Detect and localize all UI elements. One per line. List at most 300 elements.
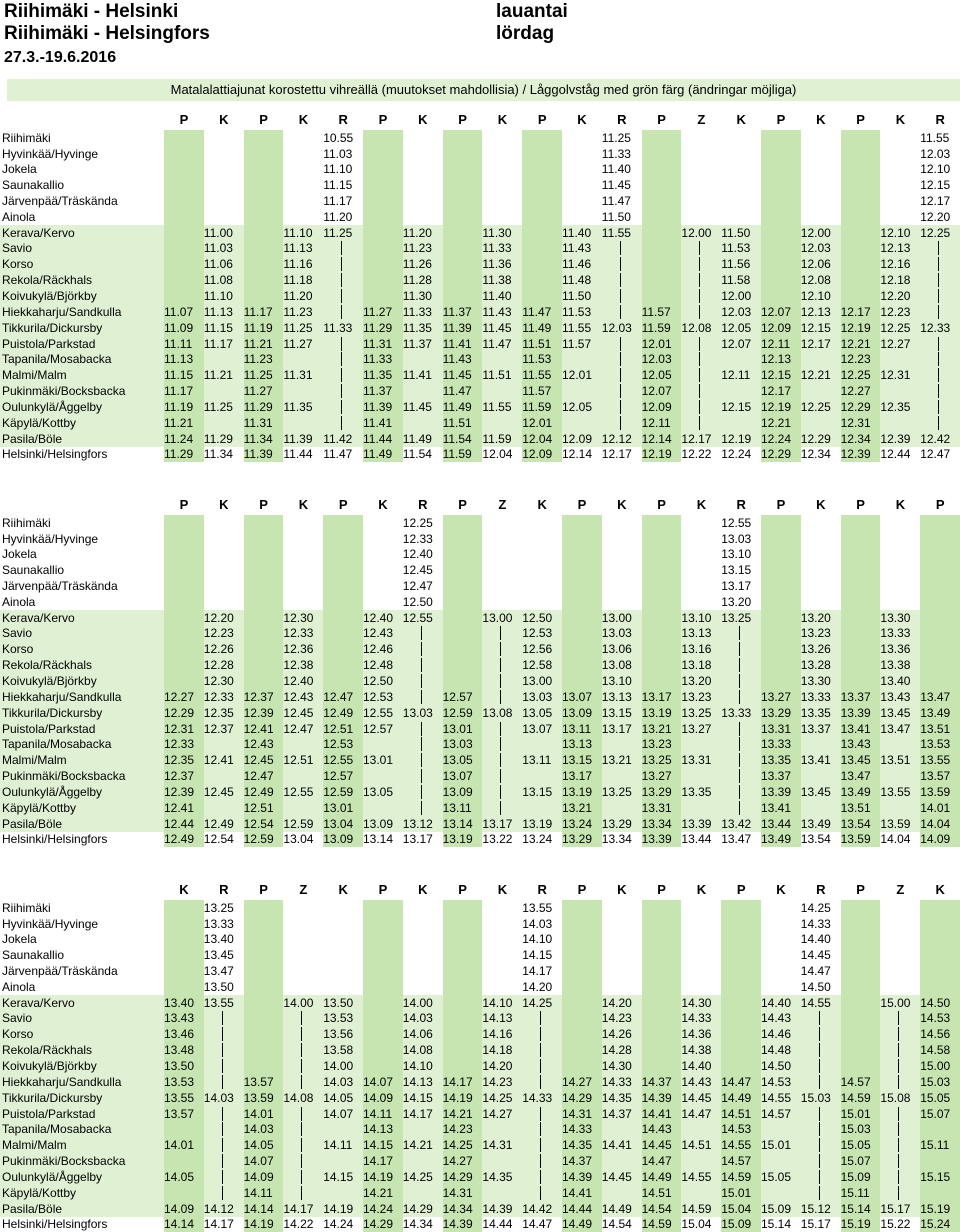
departure-time-lowfloor (761, 256, 801, 272)
departure-time-lowfloor: 13.17 (642, 689, 682, 705)
departure-time: 15.04 (681, 1217, 712, 1232)
departure-time: 12.17 (601, 447, 632, 462)
departure-time: 14.27 (482, 1106, 513, 1121)
departure-time-lowfloor: 13.37 (841, 689, 881, 705)
departure-time-lowfloor: 11.34 (244, 431, 284, 447)
departure-time-lowfloor: 13.31 (761, 721, 801, 737)
departure-time: 11.37 (402, 336, 432, 351)
departure-time-lowfloor (761, 161, 801, 177)
departure-time-lowfloor: 12.55 (323, 752, 363, 768)
pass-through-mark (301, 1075, 302, 1089)
departure-time: 11.20 (402, 225, 432, 240)
pass-through-mark (620, 368, 621, 382)
departure-time-lowfloor: 14.29 (443, 1169, 483, 1185)
departure-time: 13.08 (482, 705, 513, 720)
departure-time-lowfloor (443, 673, 483, 689)
departure-time: 14.45 (601, 1169, 632, 1184)
departure-time: 11.43 (482, 304, 512, 319)
departure-time-lowfloor (920, 979, 960, 995)
departure-time-lowfloor (841, 657, 881, 673)
train-letter: R (537, 882, 547, 897)
pass-through-mark (699, 273, 700, 287)
departure-time-lowfloor (164, 610, 204, 626)
station-name: Koivukylä/Björkby (2, 289, 97, 303)
departure-time: 12.05 (562, 399, 593, 414)
train-letter: R (816, 882, 826, 897)
pass-through-mark (819, 1027, 820, 1041)
pass-through-mark (301, 1027, 302, 1041)
departure-time-lowfloor: 13.31 (642, 800, 682, 816)
departure-time: 11.45 (601, 178, 631, 193)
departure-time-lowfloor: 12.24 (761, 431, 801, 447)
departure-time-lowfloor: 14.53 (920, 1010, 960, 1026)
departure-time-lowfloor: 11.27 (363, 304, 403, 320)
departure-time-lowfloor: 12.49 (164, 831, 204, 847)
train-letter: K (298, 112, 309, 127)
departure-time-lowfloor (443, 1042, 483, 1058)
departure-time-lowfloor (920, 610, 960, 626)
departure-time-lowfloor (323, 578, 363, 594)
departure-time: 13.13 (601, 689, 632, 704)
departure-time-lowfloor (562, 1058, 602, 1074)
departure-time: 12.55 (363, 705, 394, 720)
departure-time-lowfloor: 12.07 (642, 383, 682, 399)
departure-time: 12.14 (562, 447, 593, 462)
departure-time-lowfloor: 14.17 (443, 1074, 483, 1090)
departure-time-lowfloor: 15.14 (841, 1201, 881, 1217)
table-row (0, 415, 960, 431)
departure-time: 14.47 (522, 1217, 553, 1232)
departure-time-lowfloor (443, 594, 483, 610)
departure-time: 12.12 (601, 431, 632, 446)
pass-through-mark (421, 769, 422, 783)
departure-time: 15.08 (880, 1090, 911, 1105)
departure-time-lowfloor: 14.47 (642, 1153, 682, 1169)
departure-time-lowfloor: 12.35 (164, 752, 204, 768)
train-letter: P (776, 112, 786, 127)
departure-time-lowfloor: 14.57 (841, 1074, 881, 1090)
departure-time: 11.17 (203, 336, 233, 351)
departure-time-lowfloor (562, 610, 602, 626)
departure-time-lowfloor: 14.19 (244, 1216, 284, 1232)
departure-time: 14.06 (402, 1027, 433, 1042)
departure-time: 13.04 (283, 832, 314, 847)
departure-time-lowfloor (761, 209, 801, 225)
pass-through-mark (819, 1075, 820, 1089)
pass-through-mark (819, 1011, 820, 1025)
pass-through-mark (620, 241, 621, 255)
train-letter: P (577, 497, 587, 512)
departure-time: 12.43 (283, 689, 314, 704)
departure-time: 12.00 (721, 289, 752, 303)
station-name: Savio (2, 626, 33, 641)
departure-time: 14.12 (203, 1201, 234, 1216)
pass-through-mark (540, 1138, 541, 1152)
train-letter: R (935, 112, 945, 127)
departure-time-lowfloor (164, 193, 204, 209)
table-row (0, 673, 960, 689)
departure-time: 13.18 (681, 658, 712, 673)
departure-time-lowfloor (562, 641, 602, 657)
departure-time: 13.33 (721, 705, 752, 720)
departure-time-lowfloor (841, 130, 881, 146)
departure-time-lowfloor (443, 209, 483, 225)
pass-through-mark (739, 674, 740, 688)
departure-time: 11.17 (323, 193, 353, 208)
departure-time: 14.40 (800, 932, 831, 947)
departure-time-lowfloor: 13.57 (920, 768, 960, 784)
pass-through-mark (222, 1027, 223, 1041)
pass-through-mark (500, 737, 501, 751)
station-name: Puistola/Parkstad (2, 336, 96, 351)
pass-through-mark (739, 722, 740, 736)
departure-time-lowfloor (761, 610, 801, 626)
departure-time-lowfloor: 13.19 (562, 784, 602, 800)
departure-time-lowfloor: 13.11 (562, 721, 602, 737)
pass-through-mark (500, 674, 501, 688)
pass-through-mark (699, 305, 700, 319)
departure-time: 15.14 (761, 1217, 792, 1232)
departure-time-lowfloor (721, 947, 761, 963)
departure-time: 12.26 (203, 642, 234, 657)
departure-time: 13.56 (323, 1027, 354, 1042)
departure-time-lowfloor (841, 1010, 881, 1026)
departure-time-lowfloor (164, 146, 204, 162)
departure-time-lowfloor (363, 209, 403, 225)
station-name: Hiekkaharju/Sandkulla (2, 1074, 122, 1089)
departure-time-lowfloor (562, 979, 602, 995)
departure-time: 11.29 (203, 431, 233, 446)
departure-time-lowfloor (920, 531, 960, 547)
table-row (0, 177, 960, 193)
station-name: Kerava/Kervo (2, 225, 75, 240)
departure-time: 11.49 (402, 431, 432, 446)
departure-time-lowfloor: 15.09 (841, 1169, 881, 1185)
departure-time-lowfloor (522, 256, 562, 272)
departure-time-lowfloor: 11.11 (164, 336, 204, 352)
departure-time: 12.17 (800, 336, 831, 351)
station-name: Jokela (2, 932, 37, 947)
departure-time: 14.10 (482, 995, 513, 1010)
departure-time-lowfloor (761, 272, 801, 288)
departure-time: 12.20 (920, 209, 951, 224)
departure-time: 11.21 (203, 368, 233, 383)
departure-time-lowfloor: 13.57 (244, 1074, 284, 1090)
departure-time-lowfloor: 11.41 (363, 415, 403, 431)
table-row (0, 288, 960, 304)
departure-time-lowfloor (841, 995, 881, 1011)
departure-time-lowfloor (642, 209, 682, 225)
departure-time-lowfloor: 13.53 (920, 736, 960, 752)
departure-time-lowfloor (642, 578, 682, 594)
pass-through-mark (421, 737, 422, 751)
table-row (0, 1010, 960, 1026)
departure-time-lowfloor (642, 995, 682, 1011)
station-name: Järvenpää/Träskända (2, 963, 118, 978)
departure-time-lowfloor (244, 240, 284, 256)
departure-time-lowfloor: 12.01 (642, 336, 682, 352)
departure-time-lowfloor: 14.49 (721, 1090, 761, 1106)
pass-through-mark (301, 1138, 302, 1152)
departure-time-lowfloor: 13.55 (920, 752, 960, 768)
train-letter: K (378, 497, 388, 512)
departure-time-lowfloor: 12.27 (164, 689, 204, 705)
pass-through-mark (620, 289, 621, 303)
table-row (0, 816, 960, 832)
train-letter: Z (299, 882, 308, 897)
departure-time-lowfloor: 13.33 (761, 736, 801, 752)
departure-time: 13.41 (800, 753, 831, 768)
departure-time: 11.34 (203, 447, 233, 462)
table-row (0, 1121, 960, 1137)
departure-time-lowfloor: 11.37 (443, 304, 483, 320)
departure-time-lowfloor (443, 225, 483, 241)
train-letter: P (776, 497, 786, 512)
departure-time: 14.03 (522, 916, 553, 931)
departure-time-lowfloor: 14.37 (642, 1074, 682, 1090)
departure-time: 11.10 (283, 225, 313, 240)
station-name: Pukinmäki/Bocksbacka (2, 384, 126, 399)
departure-time: 12.41 (203, 753, 234, 768)
departure-time-lowfloor (841, 963, 881, 979)
departure-time: 14.55 (761, 1090, 792, 1105)
departure-time: 13.05 (522, 705, 553, 720)
departure-time-lowfloor (363, 1042, 403, 1058)
train-letter: P (577, 882, 587, 897)
departure-time-lowfloor: 13.14 (443, 816, 483, 832)
pass-through-mark (739, 769, 740, 783)
station-name: Tikkurila/Dickursby (2, 320, 103, 335)
pass-through-mark (739, 626, 740, 640)
table-row (0, 594, 960, 610)
departure-time-lowfloor (642, 610, 682, 626)
pass-through-mark (739, 658, 740, 672)
departure-time: 11.33 (601, 146, 631, 161)
departure-time: 14.19 (323, 1201, 354, 1216)
departure-time-lowfloor (363, 900, 403, 916)
train-letter: R (736, 497, 746, 512)
departure-time: 14.59 (681, 1201, 712, 1216)
departure-time: 14.55 (800, 995, 831, 1010)
pass-through-mark (500, 801, 501, 815)
departure-time-lowfloor (164, 641, 204, 657)
pass-through-mark (898, 1138, 899, 1152)
pass-through-mark (341, 241, 342, 255)
departure-time-lowfloor (841, 900, 881, 916)
train-letter: P (657, 112, 666, 127)
departure-time-lowfloor: 14.59 (642, 1216, 682, 1232)
departure-time: 11.42 (323, 431, 353, 446)
table-row (0, 1106, 960, 1122)
departure-time: 12.05 (721, 320, 752, 335)
departure-time: 13.55 (203, 995, 234, 1010)
departure-time: 14.07 (323, 1106, 354, 1121)
pass-through-mark (222, 1122, 223, 1136)
departure-time-lowfloor (244, 1058, 284, 1074)
pass-through-mark (222, 1075, 223, 1089)
departure-time: 12.07 (721, 336, 752, 351)
departure-time-lowfloor: 14.03 (244, 1121, 284, 1137)
departure-time-lowfloor (323, 515, 363, 531)
departure-time-lowfloor (363, 931, 403, 947)
pass-through-mark (938, 368, 939, 382)
departure-time-lowfloor (642, 177, 682, 193)
table-row (0, 625, 960, 641)
departure-time-lowfloor (363, 193, 403, 209)
departure-time-lowfloor (522, 130, 562, 146)
departure-time: 11.20 (283, 289, 313, 303)
table-row (0, 1153, 960, 1169)
departure-time: 11.35 (283, 399, 313, 414)
departure-time-lowfloor: 11.19 (164, 399, 204, 415)
departure-time-lowfloor (522, 193, 562, 209)
departure-time-lowfloor (761, 594, 801, 610)
departure-time-lowfloor: 12.11 (761, 336, 801, 352)
departure-time: 13.13 (681, 626, 712, 641)
pass-through-mark (421, 785, 422, 799)
departure-time-lowfloor: 14.01 (164, 1137, 204, 1153)
train-letter: P (856, 882, 865, 897)
pass-through-mark (699, 289, 700, 303)
pass-through-mark (500, 785, 501, 799)
departure-time-lowfloor (761, 130, 801, 146)
departure-time-lowfloor (363, 288, 403, 304)
departure-time: 15.17 (800, 1217, 831, 1232)
departure-time: 12.58 (522, 658, 553, 673)
departure-time-lowfloor: 14.21 (363, 1185, 403, 1201)
departure-time-lowfloor (323, 562, 363, 578)
departure-time: 11.36 (482, 257, 512, 272)
pass-through-mark (898, 1043, 899, 1057)
departure-time-lowfloor (443, 1026, 483, 1042)
departure-time: 12.49 (203, 816, 234, 831)
departure-time-lowfloor: 11.37 (363, 383, 403, 399)
station-name: Saunakallio (2, 178, 65, 193)
pass-through-mark (699, 352, 700, 366)
departure-time-lowfloor (244, 130, 284, 146)
departure-time-lowfloor: 12.09 (642, 399, 682, 415)
departure-time-lowfloor (164, 947, 204, 963)
departure-time-lowfloor: 13.54 (841, 816, 881, 832)
departure-time-lowfloor: 13.03 (443, 736, 483, 752)
table-row (0, 446, 960, 462)
departure-time: 14.47 (681, 1106, 712, 1121)
departure-time-lowfloor: 14.54 (642, 1201, 682, 1217)
departure-time: 13.54 (800, 832, 831, 847)
departure-time-lowfloor: 13.13 (562, 736, 602, 752)
departure-time: 11.41 (402, 368, 432, 383)
departure-time-lowfloor: 11.09 (164, 320, 204, 336)
departure-time-lowfloor (443, 288, 483, 304)
departure-time: 13.55 (522, 901, 553, 915)
departure-time-lowfloor (920, 931, 960, 947)
departure-time-lowfloor: 13.48 (164, 1042, 204, 1058)
departure-time-lowfloor (642, 146, 682, 162)
departure-time-lowfloor (721, 995, 761, 1011)
departure-time-lowfloor (562, 625, 602, 641)
departure-time-lowfloor (642, 1026, 682, 1042)
departure-time-lowfloor (443, 272, 483, 288)
table-row (0, 240, 960, 256)
train-letter: K (895, 112, 906, 127)
departure-time-lowfloor: 12.41 (164, 800, 204, 816)
departure-time-lowfloor: 12.47 (244, 768, 284, 784)
departure-time: 12.17 (920, 193, 951, 208)
departure-time-lowfloor: 12.39 (164, 784, 204, 800)
pass-through-mark (739, 642, 740, 656)
table-row (0, 367, 960, 383)
departure-time: 13.42 (721, 816, 752, 831)
departure-time-lowfloor: 14.11 (244, 1185, 284, 1201)
departure-time: 11.50 (562, 289, 592, 303)
departure-time-lowfloor (443, 562, 483, 578)
departure-time: 15.03 (800, 1090, 831, 1105)
departure-time-lowfloor (244, 578, 284, 594)
departure-time-lowfloor: 14.24 (363, 1201, 403, 1217)
departure-time-lowfloor: 12.07 (761, 304, 801, 320)
departure-time: 14.37 (601, 1106, 632, 1121)
departure-time-lowfloor: 13.34 (642, 816, 682, 832)
departure-time: 12.10 (880, 225, 911, 240)
departure-time-lowfloor (642, 900, 682, 916)
departure-time-lowfloor: 14.39 (562, 1169, 602, 1185)
departure-time-lowfloor: 14.09 (363, 1090, 403, 1106)
table-row (0, 272, 960, 288)
departure-time-lowfloor (642, 546, 682, 562)
departure-time: 14.40 (681, 1059, 712, 1073)
table-row (0, 947, 960, 963)
station-name: Koivukylä/Björkby (2, 1059, 97, 1073)
departure-time: 14.54 (601, 1217, 632, 1232)
train-letter: K (736, 112, 746, 127)
departure-time-lowfloor: 14.29 (562, 1090, 602, 1106)
table-row (0, 768, 960, 784)
departure-time: 11.47 (601, 193, 631, 208)
departure-time: 14.08 (402, 1043, 433, 1058)
departure-time: 11.06 (203, 257, 233, 272)
pass-through-mark (341, 368, 342, 382)
departure-time: 13.50 (323, 995, 354, 1010)
departure-time: 14.33 (800, 916, 831, 931)
pass-through-mark (739, 801, 740, 815)
departure-time-lowfloor: 14.49 (562, 1216, 602, 1232)
departure-time: 11.48 (562, 273, 592, 288)
departure-time: 13.12 (402, 816, 433, 831)
departure-time: 13.21 (601, 753, 632, 768)
departure-time-lowfloor (244, 288, 284, 304)
departure-time: 11.13 (283, 241, 313, 256)
departure-time: 13.47 (203, 963, 234, 978)
departure-time-lowfloor (642, 288, 682, 304)
station-name: Rekola/Räckhals (2, 273, 93, 288)
pass-through-mark (938, 400, 939, 414)
departure-time-lowfloor: 12.39 (841, 446, 881, 462)
departure-time-lowfloor (562, 995, 602, 1011)
departure-time: 14.15 (522, 948, 553, 963)
departure-time-lowfloor (164, 531, 204, 547)
departure-time-lowfloor: 11.43 (443, 351, 483, 367)
departure-time-lowfloor (244, 562, 284, 578)
pass-through-mark (620, 384, 621, 398)
departure-time-lowfloor: 12.44 (164, 816, 204, 832)
station-name: Ainola (2, 594, 36, 609)
pass-through-mark (222, 1138, 223, 1152)
departure-time: 12.03 (920, 146, 951, 161)
pass-through-mark (938, 273, 939, 287)
departure-time: 12.20 (203, 610, 234, 625)
station-name: Tapanila/Mosabacka (2, 1122, 112, 1137)
train-letter: K (219, 112, 229, 127)
